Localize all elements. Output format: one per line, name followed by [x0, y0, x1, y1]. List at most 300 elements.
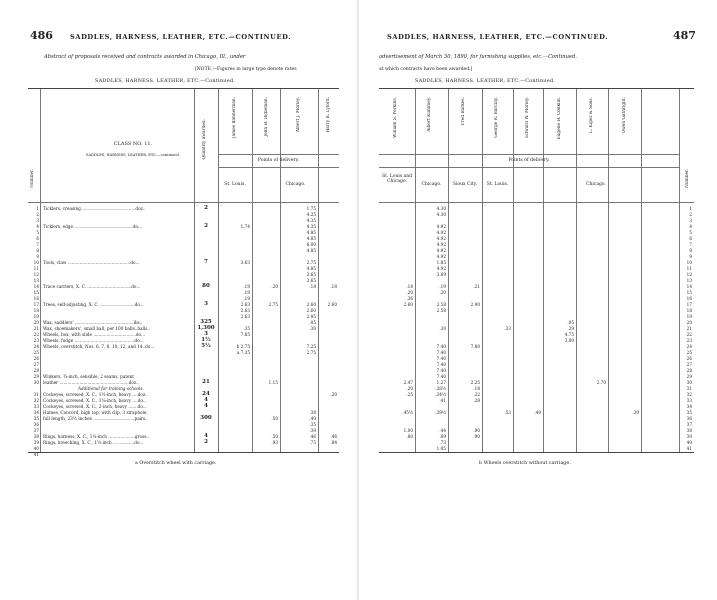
table-row: [379, 386, 694, 391]
row-number: 9: [36, 254, 39, 259]
table-row: [28, 428, 339, 433]
bid-value: 4.92: [436, 254, 446, 259]
bid-value: 2.60: [403, 302, 413, 307]
table-row: [379, 224, 694, 229]
row-number: 35: [33, 416, 39, 421]
table-row: [28, 308, 339, 313]
row-number: 41: [33, 452, 39, 457]
row-number: 28: [686, 368, 692, 373]
bid-value: .36: [406, 296, 413, 301]
bid-value: .34½: [435, 392, 446, 397]
row-number: 39: [686, 434, 692, 439]
bid-value: .49: [534, 410, 541, 415]
table-row: [28, 272, 339, 277]
number-header: Number.: [30, 169, 35, 188]
bid-value: .45½: [402, 410, 413, 415]
row-number: 40: [33, 446, 39, 451]
row-number: 26: [33, 356, 39, 361]
row-number: 3: [689, 218, 692, 223]
table-row: [28, 218, 339, 223]
bid-value: .50: [271, 416, 278, 421]
page-number: 487: [673, 29, 696, 42]
bid-value: 4.85: [306, 248, 316, 253]
item-description: Hames, Concord, high top, with clip, 3 straphole,: [43, 410, 148, 415]
table-row: [379, 248, 694, 253]
row-number: 34: [33, 410, 39, 415]
bid-value: 1.74: [240, 224, 250, 229]
table-row: [379, 212, 694, 217]
table-row: [28, 410, 339, 415]
row-number: 13: [33, 278, 39, 283]
bid-value: .25: [406, 392, 413, 397]
table-row: [379, 260, 694, 265]
table-row: [28, 242, 339, 247]
row-number: 17: [686, 302, 692, 307]
row-number: 7: [36, 242, 39, 247]
bid-value: .18: [473, 386, 480, 391]
bidder-header: Edward W. Morley.: [525, 97, 530, 138]
row-number: 17: [33, 302, 39, 307]
row-number: 16: [686, 296, 692, 301]
bid-value: .20: [439, 290, 446, 295]
row-number: 36: [686, 416, 692, 421]
footnote: b Wheels overstitch without carriage.: [479, 461, 571, 466]
item-description: Wheels, overstitch, Nos. 6, 7, 8, 10, 12, and 14..do...: [43, 344, 155, 349]
subtitle: advertisement of March 30, 1890, for furnishing supplies, etc.—Continued.: [379, 54, 577, 60]
table-row: [28, 326, 339, 331]
points-of-delivery: Points of delivery.: [257, 158, 300, 163]
item-description: Cockeyes, screwed, X. C., 1⅛-inch, heavy ....do...: [43, 398, 147, 403]
row-number: 1: [36, 206, 39, 211]
table-row: [28, 416, 339, 421]
row-number: 19: [686, 314, 692, 319]
row-number: 30: [33, 380, 39, 385]
row-number: 31: [686, 386, 692, 391]
table-row: [379, 344, 694, 349]
bid-value: 4.92: [436, 266, 446, 271]
bid-value: 7.25: [306, 344, 316, 349]
table-row: [379, 428, 694, 433]
table-row: [28, 350, 339, 355]
row-number: 12: [33, 272, 39, 277]
row-number: 24: [686, 344, 692, 349]
row-number: 7: [689, 242, 692, 247]
item-description: Rings, harness, X. C., 1¼-inch ....................gross..: [43, 434, 150, 439]
bid-value: 4.30: [436, 206, 446, 211]
row-number: 1: [689, 206, 692, 211]
table-row: [28, 230, 339, 235]
item-description: Trees, self-adjusting, X. C. ..........................do...: [43, 302, 144, 307]
item-description: Wheels, box, with slide ................................do...: [43, 332, 146, 337]
section-title: SADDLES, HARNESS, LEATHER, ETC.—Continued.: [95, 78, 236, 84]
right-page: [359, 0, 717, 600]
bid-value: 1.15: [268, 380, 278, 385]
table-row: [379, 440, 694, 445]
row-number: 2: [36, 212, 39, 217]
note: [NOTE.—Figures in large type denote rates: [195, 67, 297, 72]
bid-value: 2.60: [306, 302, 316, 307]
table-row: [28, 374, 339, 379]
row-number: 6: [36, 236, 39, 241]
bid-value: .44: [439, 428, 446, 433]
row-number: 34: [686, 404, 692, 409]
table-row: [379, 356, 694, 361]
table-row: [379, 278, 694, 283]
bid-value: 4.92: [436, 242, 446, 247]
bid-value: 2.63: [240, 302, 250, 307]
class-subtitle: SADDLES, HARNESS, LEATHER, ETC.—continued.: [86, 153, 180, 157]
bid-value: .28: [473, 398, 480, 403]
location-st-louis: St. Louis.: [486, 182, 509, 187]
bid-value: .18: [330, 284, 337, 289]
quantity-awarded: 1,300: [197, 325, 215, 331]
item-description: Winkers, ¾-inch, sensible, 2 seams, patent: [43, 374, 134, 379]
bid-value: b 2.75: [236, 344, 250, 349]
bidder-header: George R. Barclay.: [494, 97, 499, 138]
bid-value: .35: [309, 422, 316, 427]
table-row: [28, 440, 339, 445]
row-number: 36: [33, 422, 39, 427]
bid-value: 2.47: [403, 380, 413, 385]
bid-value: 4.25: [306, 212, 316, 217]
bid-value: 2.60: [306, 308, 316, 313]
row-number: 9: [689, 254, 692, 259]
row-number: 18: [33, 308, 39, 313]
table-row: [379, 230, 694, 235]
table-row: [28, 356, 339, 361]
row-number: 20: [686, 320, 692, 325]
table-row: [28, 368, 339, 373]
bid-value: 2.63: [240, 314, 250, 319]
row-number: 35: [686, 410, 692, 415]
table-row: [379, 218, 694, 223]
bidder-header: James Bannerman.: [232, 97, 237, 139]
bid-value: .93: [271, 440, 278, 445]
bid-value: 2.58: [436, 302, 446, 307]
row-number: 15: [686, 290, 692, 295]
bid-value: 2.85: [306, 314, 316, 319]
table-row: [28, 254, 339, 259]
row-number: 4: [689, 224, 692, 229]
row-number: 3: [36, 218, 39, 223]
bid-value: .18: [309, 284, 316, 289]
row-number: 33: [33, 404, 39, 409]
bid-value: .19: [243, 290, 250, 295]
note: at which contracts have been awarded.]: [379, 67, 473, 72]
bid-value: .19: [439, 284, 446, 289]
table-row: [28, 452, 339, 457]
row-number: 32: [33, 398, 39, 403]
location-sioux-city: Sioux City.: [452, 182, 478, 187]
bid-value: .39: [632, 410, 639, 415]
row-number: 29: [686, 374, 692, 379]
item-description: Additional for training schools.: [78, 386, 144, 391]
row-number: 22: [686, 332, 692, 337]
bidder-header: L. Kiper & Sons.: [589, 97, 594, 133]
row-number: 19: [33, 314, 39, 319]
bidder-header: William S. Perkins.: [393, 97, 398, 138]
quantity-awarded: 3: [204, 301, 208, 307]
table-row: [379, 242, 694, 247]
bid-value: 2.75: [268, 302, 278, 307]
bid-value: 7.40: [436, 368, 446, 373]
table-row: [28, 398, 339, 403]
table-row: [379, 290, 694, 295]
bid-value: .20: [406, 290, 413, 295]
bid-value: 7.40: [436, 356, 446, 361]
page-number: 486: [30, 29, 53, 42]
quantity-awarded: 2: [204, 439, 208, 445]
row-number: 5: [36, 230, 39, 235]
bid-value: 3.65: [306, 272, 316, 277]
table-row: [379, 398, 694, 403]
location-st-louis-chicago: St. Louis and Chicago.: [382, 174, 412, 184]
table-row: [379, 422, 694, 427]
table-row: [28, 392, 339, 397]
bid-value: .90: [473, 428, 480, 433]
bid-value: .20: [406, 386, 413, 391]
bid-value: 4.35: [306, 224, 316, 229]
table-row: [28, 332, 339, 337]
bid-value: .90: [473, 434, 480, 439]
row-number: 41: [686, 446, 692, 451]
bid-value: 4.75: [564, 332, 574, 337]
table-row: [379, 272, 694, 277]
table-row: [379, 434, 694, 439]
bid-value: 7.80: [470, 344, 480, 349]
bid-value: 4.85: [306, 236, 316, 241]
bid-value: .46: [330, 434, 337, 439]
row-number: 38: [33, 434, 39, 439]
row-number: 16: [33, 296, 39, 301]
bid-value: .38: [309, 410, 316, 415]
table-row: [379, 308, 694, 313]
item-description: Cockeyes, screwed, X. C., 1½-inch, heavy ....doz..: [43, 392, 148, 397]
table-row: [28, 266, 339, 271]
row-number: 12: [686, 272, 692, 277]
table-row: [379, 332, 694, 337]
row-number: 13: [686, 278, 692, 283]
table-row: [28, 446, 339, 451]
class-title: CLASS NO. 11.: [113, 141, 153, 147]
item-description: full length, 23½ inches ...............................pairs..: [43, 416, 148, 421]
bid-value: 3.00: [564, 338, 574, 343]
bid-value: .05: [567, 320, 574, 325]
row-number: 15: [33, 290, 39, 295]
left-table: [28, 88, 339, 457]
table-row: [28, 338, 339, 343]
row-number: 28: [33, 368, 39, 373]
bid-value: 7.40: [436, 350, 446, 355]
table-row: [28, 302, 339, 307]
table-row: [28, 404, 339, 409]
bid-value: 3.63: [240, 260, 250, 265]
bid-value: 4.85: [306, 266, 316, 271]
table-row: [379, 350, 694, 355]
bidder-header: Eugene H. Conklin.: [557, 97, 562, 140]
row-number: 10: [686, 260, 692, 265]
row-number: 22: [33, 332, 39, 337]
table-row: [28, 278, 339, 283]
bid-value: 2.58: [436, 308, 446, 313]
bid-value: 1.75: [306, 206, 316, 211]
quantity-awarded: 4: [204, 433, 208, 439]
quantity-awarded: 80: [202, 283, 210, 289]
bid-value: 1.85: [436, 260, 446, 265]
bid-value: 1.27: [436, 380, 446, 385]
table-row: [28, 224, 339, 229]
table-row: [379, 296, 694, 301]
row-number: 27: [686, 362, 692, 367]
row-number: 10: [33, 260, 39, 265]
bid-value: .22: [473, 392, 480, 397]
bid-value: .19: [243, 296, 250, 301]
bid-value: 4.92: [436, 248, 446, 253]
table-row: [379, 410, 694, 415]
section-title: SADDLES, HARNESS, LEATHER, ETC.—Continued.: [415, 78, 556, 84]
bid-value: .80: [406, 434, 413, 439]
quantity-header: Quantity awarded.: [202, 119, 207, 160]
row-number: 39: [33, 440, 39, 445]
row-number: 4: [36, 224, 39, 229]
table-row: [379, 266, 694, 271]
row-number: 37: [33, 428, 39, 433]
item-description: Tools, claw ...............................................do...: [43, 260, 140, 265]
item-description: Trace carriers, X. C. .................................do...: [43, 284, 141, 289]
table-row: [28, 260, 339, 265]
row-number: 25: [33, 350, 39, 355]
row-number: 5: [689, 230, 692, 235]
bid-value: .39: [309, 428, 316, 433]
row-number: 30: [686, 380, 692, 385]
row-number: 21: [686, 326, 692, 331]
quantity-awarded: 4: [204, 403, 208, 409]
row-number: 40: [686, 440, 692, 445]
quantity-awarded: 24: [202, 391, 210, 397]
bid-value: .30: [439, 326, 446, 331]
table-row: [28, 422, 339, 427]
item-description: Cockeyes, screwed, X. C., 2-inch, heavy .......do...: [43, 404, 147, 409]
bid-value: .20: [330, 392, 337, 397]
table-row: [379, 362, 694, 367]
table-row: [379, 320, 694, 325]
table-row: [28, 290, 339, 295]
bid-value: .50: [271, 434, 278, 439]
bid-value: .21: [473, 284, 480, 289]
table-row: [379, 446, 694, 451]
bid-value: .18: [406, 284, 413, 289]
row-number: 38: [686, 428, 692, 433]
table-row: [28, 296, 339, 301]
location-chicago: Chicago.: [421, 182, 442, 187]
table-row: [28, 320, 339, 325]
footnote: a Overstitch wheel with carriage.: [135, 461, 217, 466]
bid-value: .53: [504, 410, 511, 415]
row-number: 6: [689, 236, 692, 241]
bid-value: 7.85: [240, 332, 250, 337]
table-row: [379, 314, 694, 319]
bid-value: .46: [309, 434, 316, 439]
table-row: [28, 434, 339, 439]
quantity-awarded: 7: [204, 259, 208, 265]
row-number: 14: [686, 284, 692, 289]
bidder-header: Albert Kuhlmey.: [427, 97, 432, 132]
item-description: Ticklers, creasing ........................................doz..: [43, 206, 146, 211]
table-row: [28, 206, 339, 211]
item-description: Rings, breeching, X. C., 1½-inch ................do...: [43, 440, 144, 445]
bid-value: 3.69: [436, 272, 446, 277]
row-number: 11: [686, 266, 692, 271]
points-of-delivery: Points of delivery.: [508, 158, 550, 163]
quantity-awarded: 2: [204, 223, 208, 229]
bid-value: 4.30: [436, 212, 446, 217]
bidder-header: Harry B. Lyford.: [326, 97, 331, 133]
number-header: Number.: [685, 169, 690, 188]
table-row: [379, 338, 694, 343]
table-row: [28, 362, 339, 367]
bid-value: .30: [309, 326, 316, 331]
subtitle: Abstract of proposals received and contracts awarded in Chicago, Ill., under: [44, 54, 246, 60]
bid-value: .19: [243, 284, 250, 289]
row-number: 25: [686, 350, 692, 355]
left-page: [0, 0, 358, 600]
bid-value: 1.00: [403, 428, 413, 433]
table-row: [28, 248, 339, 253]
table-row: [379, 302, 694, 307]
bid-value: .75: [309, 440, 316, 445]
row-number: 20: [33, 320, 39, 325]
row-number: 23: [33, 338, 39, 343]
table-row: [379, 326, 694, 331]
bid-value: 7.40: [436, 374, 446, 379]
bid-value: 3.65: [306, 278, 316, 283]
bid-value: 4.92: [436, 224, 446, 229]
table-row: [379, 416, 694, 421]
table-row: [379, 368, 694, 373]
bid-value: .40: [309, 416, 316, 421]
right-table: [379, 88, 694, 453]
row-number: 31: [33, 392, 39, 397]
bid-value: .28½: [435, 386, 446, 391]
table-row: [379, 284, 694, 289]
table-row: [28, 380, 339, 385]
item-description: leather ....................................................doz..: [43, 380, 139, 385]
bid-value: .35: [243, 326, 250, 331]
bid-value: .33: [504, 326, 511, 331]
table-row: [28, 344, 339, 349]
quantity-awarded: 4: [204, 397, 208, 403]
table-row: [379, 380, 694, 385]
row-number: 37: [686, 422, 692, 427]
quantity-awarded: 1½: [201, 337, 211, 343]
quantity-awarded: 300: [200, 415, 212, 421]
bid-value: .05: [309, 320, 316, 325]
location-chicago: Chicago.: [285, 182, 306, 187]
row-number: 8: [689, 248, 692, 253]
table-row: [28, 212, 339, 217]
bid-value: 7.40: [436, 362, 446, 367]
bid-value: 2.60: [327, 302, 337, 307]
row-number: 8: [36, 248, 39, 253]
row-number: 14: [33, 284, 39, 289]
table-row: [28, 386, 339, 391]
bid-value: 4.35: [306, 218, 316, 223]
table-row: [379, 374, 694, 379]
bid-value: 2.75: [306, 350, 316, 355]
bid-value: 2.70: [596, 380, 606, 385]
quantity-awarded: 21: [202, 379, 210, 385]
row-number: 11: [33, 266, 39, 271]
